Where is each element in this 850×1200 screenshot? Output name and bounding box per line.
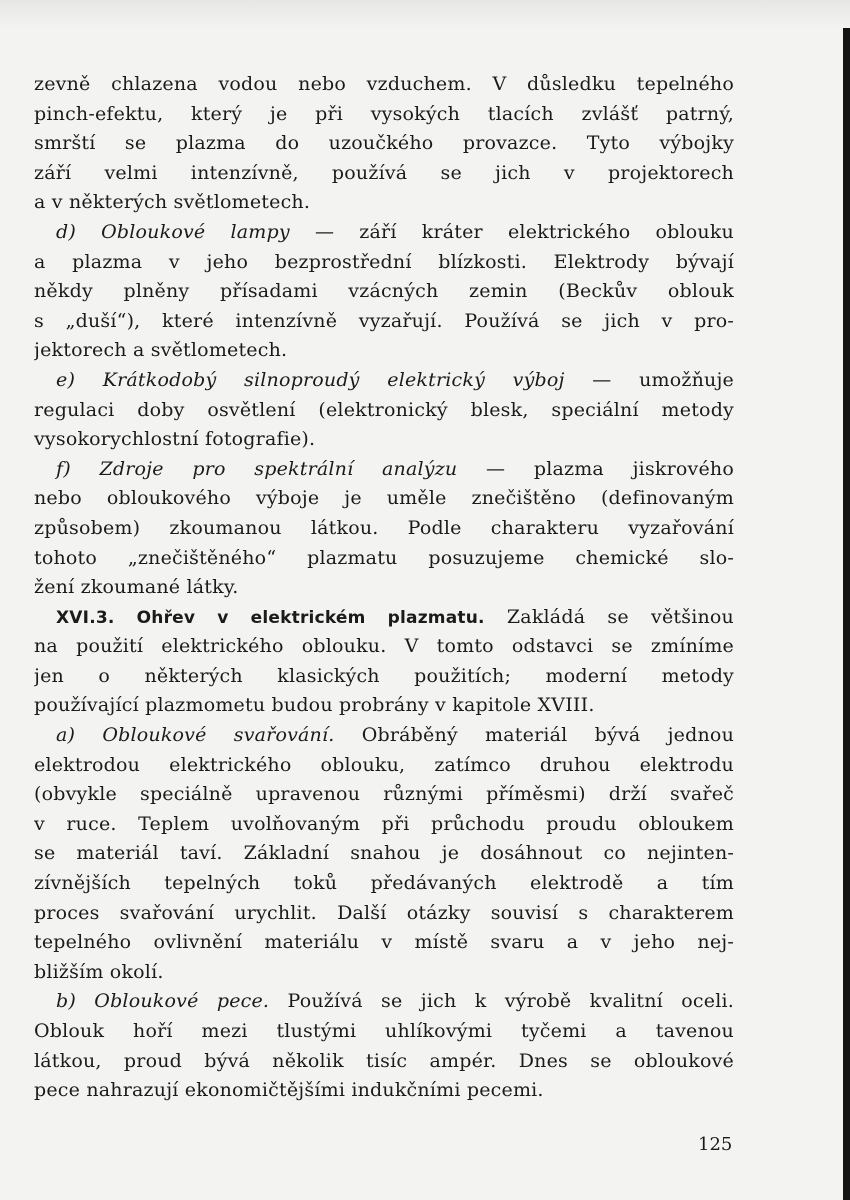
line-text: tepelného ovlivnění materiálu v místě svaru a v jeho nej- [34, 931, 734, 954]
text-line [34, 869, 734, 899]
text-line [34, 632, 734, 662]
text-line [34, 248, 734, 278]
text-line [34, 1017, 734, 1047]
item-label: d) Obloukové lampy [56, 220, 290, 243]
line-text: — září kráter elektrického oblouku [289, 220, 734, 243]
text-line [34, 307, 734, 337]
text-line [34, 484, 734, 514]
text-line [34, 1047, 734, 1077]
line-text: žení zkoumané látky. [34, 576, 239, 599]
text-line [34, 455, 734, 485]
line-text: se materiál taví. Základní snahou je dosáhnout co nejinten- [34, 842, 734, 865]
line-text: používající plazmometu budou probrány v kapitole XVIII. [34, 694, 595, 717]
line-text: Používá se jich k výrobě kvalitní oceli. [269, 990, 734, 1013]
text-line [34, 573, 734, 603]
line-text: září velmi intenzívně, používá se jich v projektorech [34, 161, 734, 184]
line-text: Zakládá se většinou [484, 605, 734, 628]
text-line [34, 70, 734, 100]
line-text: zevně chlazena vodou nebo vzduchem. V důsledku tepelného [34, 73, 734, 95]
line-text: a v některých světlometech. [34, 191, 311, 214]
line-text: jektorech a světlometech. [34, 339, 288, 362]
text-line [34, 928, 734, 958]
text-line [34, 810, 734, 840]
text-line [34, 603, 734, 633]
text-line [34, 899, 734, 929]
line-text: na použití elektrického oblouku. V tomto odstavci se zmíníme [34, 635, 734, 658]
text-line [34, 100, 734, 130]
text-line [34, 662, 734, 692]
body-text [34, 70, 734, 1106]
line-text: regulaci doby osvětlení (elektronický blesk, speciální metody [34, 398, 734, 421]
line-text: — umožňuje [564, 368, 734, 391]
line-text: proces svařování urychlit. Další otázky souvisí s charakterem [34, 901, 734, 924]
line-text: Obráběný materiál bývá jednou [334, 724, 734, 747]
text-line [34, 1076, 734, 1106]
line-text: elektrodou elektrického oblouku, zatímco druhou elektrodu [34, 753, 734, 776]
text-line [34, 987, 734, 1017]
text-line [34, 218, 734, 248]
line-text: smrští se plazma do uzoučkého provazce. Tyto výbojky [34, 132, 734, 155]
line-text: někdy plněny přísadami vzácných zemin (Beckův oblouk [34, 280, 734, 303]
text-line [34, 514, 734, 544]
line-text: pece nahrazují ekonomičtějšími indukčními pecemi. [34, 1079, 544, 1102]
item-label: b) Obloukové pece. [56, 990, 270, 1013]
text-line [34, 721, 734, 751]
line-text: (obvykle speciálně upravenou různými příměsmi) drží svařeč [34, 783, 734, 806]
text-line [34, 159, 734, 189]
line-text: zívnějších tepelných toků předávaných elektrodě a tím [34, 872, 734, 895]
text-line [34, 366, 734, 396]
text-line [34, 277, 734, 307]
line-text: látkou, proud bývá několik tisíc ampér. Dnes se obloukové [34, 1049, 734, 1072]
text-line [34, 188, 734, 218]
text-line [34, 544, 734, 574]
scan-top-margin [0, 0, 850, 28]
line-text: pinch-efektu, který je při vysokých tlacích zvlášť patrný, [34, 102, 734, 125]
text-line [34, 839, 734, 869]
item-label: a) Obloukové svařování. [56, 724, 335, 747]
item-label: f) Zdroje pro spektrální analýzu [56, 457, 458, 480]
item-label: e) Krátkodobý silnoproudý elektrický výboj [56, 368, 565, 391]
line-text: bližším okolí. [34, 960, 164, 983]
section-heading: XVI.3. Ohřev v elektrickém plazmatu. [56, 607, 485, 628]
line-text: s „duší“), které intenzívně vyzařují. Používá se jich v pro- [34, 309, 734, 332]
text-line [34, 396, 734, 426]
scan-page-edge [843, 28, 850, 1200]
text-line [34, 751, 734, 781]
line-text: v ruce. Teplem uvolňovaným při průchodu proudu obloukem [34, 812, 734, 835]
line-text: nebo obloukového výboje je uměle znečištěno (definovaným [34, 487, 734, 510]
text-line [34, 336, 734, 366]
line-text: jen o některých klasických použitích; moderní metody [34, 664, 734, 687]
line-text: — plazma jiskrového [457, 457, 734, 480]
text-line [34, 129, 734, 159]
text-line [34, 425, 734, 455]
text-line [34, 691, 734, 721]
text-line [34, 958, 734, 988]
page-number: 125 [698, 1134, 733, 1155]
line-text: a plazma v jeho bezprostřední blízkosti. Elektrody bývají [34, 250, 734, 273]
text-line [34, 780, 734, 810]
line-text: tohoto „znečištěného“ plazmatu posuzujeme chemické slo- [34, 546, 734, 569]
line-text: způsobem) zkoumanou látkou. Podle charakteru vyzařování [34, 516, 734, 539]
line-text: Oblouk hoří mezi tlustými uhlíkovými tyčemi a tavenou [34, 1020, 734, 1042]
line-text: vysokorychlostní fotografie). [34, 428, 316, 451]
